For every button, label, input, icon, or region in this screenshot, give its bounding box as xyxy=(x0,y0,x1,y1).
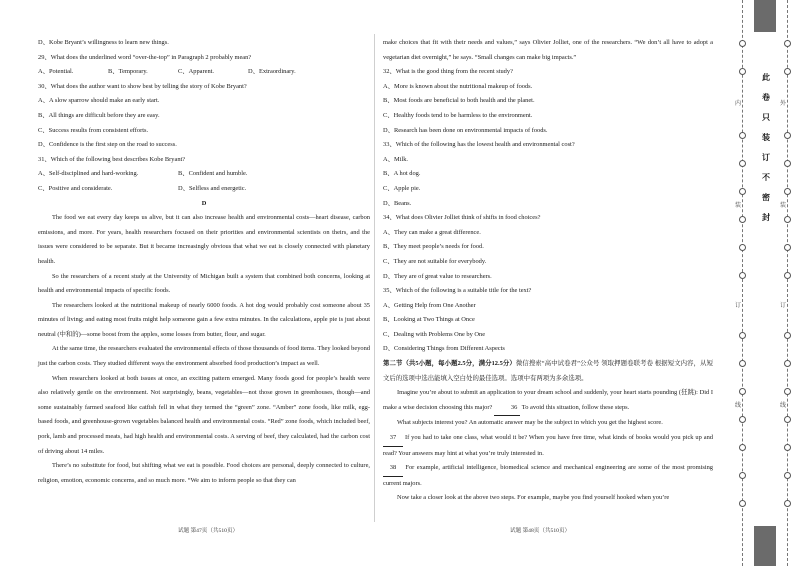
seal-notice-char: 订 xyxy=(762,153,770,162)
answer-blank: 36 xyxy=(494,401,520,417)
paragraph: So the researchers of a recent study at the University of Michigan built a system that combined both concerns, looking at health and environmental impacts of specific foods. xyxy=(38,272,370,295)
binding-hole xyxy=(739,272,746,279)
text: If you had to take one class, what would it be? When you have free time, what kinds of books would you pick up and read? Your answers may hint at what you’re truly interested in. xyxy=(383,434,713,457)
text-line: make choices that fit with their needs and values,” says Olivier Jolliet, one of the researchers. “We don’t all have to adopt a vegetarian diet overnight,” he says. “Small changes can make big impacts.” xyxy=(383,39,713,61)
text-line: 31、Which of the following best describes Kobe Bryant? xyxy=(38,155,186,163)
option: C、Apparent. xyxy=(178,68,215,76)
text-line: B、Looking at Two Things at Once xyxy=(383,316,475,324)
binding-hole xyxy=(784,332,791,339)
top-gray-bar xyxy=(754,0,776,32)
text-line: A、A slow sparrow should make an early start. xyxy=(38,97,160,105)
answer-blank: 38 xyxy=(383,461,403,477)
right-column xyxy=(383,36,713,506)
text-line: 29、What does the underlined word “over-the-top” in Paragraph 2 probably mean? xyxy=(38,53,252,61)
seal-notice-char: 不 xyxy=(762,173,770,182)
text-line: C、Success results from consistent efforts. xyxy=(38,126,149,134)
text-line: C、Apple pie. xyxy=(383,184,421,192)
binding-hole xyxy=(739,160,746,167)
option: A、Self-disciplined and hard-working. xyxy=(38,170,139,178)
outer-binding-label: 订 xyxy=(780,302,787,309)
text: To avoid this situation, follow these steps. xyxy=(520,403,630,411)
inner-binding-label: 装 xyxy=(735,202,742,209)
left-column xyxy=(38,36,370,488)
seal-notice-char: 只 xyxy=(762,113,770,122)
option: B、Confident and humble. xyxy=(178,170,248,178)
binding-hole xyxy=(739,472,746,479)
outer-binding-label: 外 xyxy=(780,100,787,107)
text-line: 35、Which of the following is a suitable title for the text? xyxy=(383,287,532,295)
outer-dashed-line xyxy=(787,0,788,566)
page-footer-left: 试题 第47页（共510页） xyxy=(178,528,239,534)
text-line: 33、Which of the following has the lowest health and environmental cost? xyxy=(383,141,575,149)
paragraph: The food we eat every day keeps us alive, but it can also increase health and environmental costs—heart disease, carbon emissions, and more. For years, health researchers focused on their priorities and environmental scientists on theirs, and the issues were considered to be separate. But it became increasingly obvious that what we eat is closely connected with planetary health. xyxy=(38,214,370,265)
binding-hole xyxy=(784,244,791,251)
text-line: A、They can make a great difference. xyxy=(383,228,481,236)
outer-binding-label: 线 xyxy=(780,402,787,409)
binding-hole xyxy=(739,416,746,423)
seal-notice-char: 封 xyxy=(762,213,770,222)
seal-notice-char: 此 xyxy=(762,73,770,82)
binding-hole xyxy=(739,188,746,195)
text-line: D、Research has been done on environmental impacts of foods. xyxy=(383,126,548,134)
paragraph: When researchers looked at both issues at once, an exciting pattern emerged. Many foods good for people’s health were also relatively gentle on the environment. Not surprisingly, beans, vegetables—not those grown in greenhouses, though—and some sustainably farmed seafood like catfish fell in what they termed the “green” zone. “Amber” zone foods, like milk, egg-based foods, and greenhouse-grown vegetables balanced health and environmental costs. “Red” zone foods, which included beef, pork, lamb and processed meats, had high health and environmental costs. A serving of beef, they calculated, had the carbon cost of driving about 14 miles. xyxy=(38,374,370,455)
binding-hole xyxy=(739,132,746,139)
paragraph xyxy=(383,431,713,461)
section-heading: 第二节（共5小题，每小题2.5分，满分12.5分） xyxy=(383,360,516,368)
bottom-gray-bar xyxy=(754,526,776,566)
binding-hole xyxy=(739,500,746,507)
binding-hole xyxy=(784,272,791,279)
binding-hole xyxy=(784,500,791,507)
paragraph: There’s no substitute for food, but shifting what we eat is possible. Food choices are personal, deeply connected to culture, religion, emotion, economic concerns, and so much more. “We aim to inform people so that they can xyxy=(38,462,370,484)
binding-hole xyxy=(784,388,791,395)
binding-hole xyxy=(784,444,791,451)
text-line: C、Healthy foods tend to be harmless to the environment. xyxy=(383,111,533,119)
binding-hole xyxy=(784,416,791,423)
paragraph xyxy=(383,386,713,416)
binding-hole xyxy=(784,40,791,47)
option: D、Extraordinary. xyxy=(248,68,296,76)
text-line: B、Most foods are beneficial to both health and the planet. xyxy=(383,97,535,105)
text-line: C、They are not suitable for everybody. xyxy=(383,257,487,265)
seal-notice-char: 密 xyxy=(762,193,770,202)
inner-binding-label: 订 xyxy=(735,302,742,309)
text-line: D、Kobe Bryant’s willingness to learn new things. xyxy=(38,39,169,46)
text-line: D、Confidence is the first step on the road to success. xyxy=(38,141,177,149)
option: D、Selfless and energetic. xyxy=(178,184,247,192)
paragraph: The researchers looked at the nutritional makeup of nearly 6000 foods. A hot dog would probably cost someone about 35 minutes of living; and eating most fruits might help someone gain a few extra minutes. In the calculations, apple pie is just about neutral (中和的)—some boost from the apples, some losses from butter, flour, and sugar. xyxy=(38,301,370,338)
text-line: A、More is known about the nutritional makeup of foods. xyxy=(383,82,533,90)
answer-blank: 37 xyxy=(383,431,403,447)
binding-hole xyxy=(739,40,746,47)
binding-hole xyxy=(784,472,791,479)
option-row xyxy=(38,65,370,80)
text-line: 32、What is the good thing from the recent study? xyxy=(383,68,513,76)
text-line: B、All things are difficult before they are easy. xyxy=(38,111,160,119)
binding-hole xyxy=(739,360,746,367)
binding-hole xyxy=(739,216,746,223)
seal-notice-char: 卷 xyxy=(762,93,770,102)
binding-hole xyxy=(784,132,791,139)
option: B、Temporary. xyxy=(108,68,148,76)
section-note: 微信搜索“高中试卷君”公众号 领取押题卷联考卷 根据短文内容，从短文后的选项中选出能填入空白处的最佳选项。选项中有两项为多余选项。 xyxy=(383,360,713,382)
paragraph xyxy=(383,461,713,491)
binding-hole xyxy=(739,444,746,451)
option: C、Positive and considerate. xyxy=(38,184,113,192)
text-line: B、A hot dog. xyxy=(383,170,421,178)
text-line: D、They are of great value to researchers. xyxy=(383,272,492,280)
outer-binding-label: 装 xyxy=(780,202,787,209)
binding-hole xyxy=(784,68,791,75)
inner-dashed-line xyxy=(742,0,743,566)
text-line: C、Dealing with Problems One by One xyxy=(383,330,486,338)
text-line: D、Beans. xyxy=(383,199,412,207)
inner-binding-label: 内 xyxy=(735,100,742,107)
text-line: B、They meet people’s needs for food. xyxy=(383,243,484,251)
text-line: A、Milk. xyxy=(383,155,409,163)
text-line: 30、What does the author want to show best by telling the story of Kobe Bryant? xyxy=(38,82,247,90)
binding-hole xyxy=(784,188,791,195)
page-footer-right: 试题 第48页（共510页） xyxy=(510,528,571,534)
binding-hole xyxy=(784,216,791,223)
paragraph: At the same time, the researchers evaluated the environmental effects of those thousands of food items. They looked beyond just the carbon costs. They studied different ways the environment absorbed food production’s impact as well. xyxy=(38,345,370,368)
option-row xyxy=(38,167,370,182)
binding-hole xyxy=(739,68,746,75)
paragraph: What subjects interest you? An automatic answer may be the subject in which you get the highest score. xyxy=(397,419,663,427)
binding-hole xyxy=(739,332,746,339)
seal-notice-char: 装 xyxy=(762,133,770,142)
binding-hole xyxy=(784,160,791,167)
option-row xyxy=(38,182,370,197)
section-instruction xyxy=(383,357,713,386)
option: A、Potential. xyxy=(38,68,74,76)
inner-binding-label: 线 xyxy=(735,402,742,409)
text: For example, artificial intelligence, biomedical science and mechanical engineering are some of the most promising current majors. xyxy=(383,464,713,487)
text-line: D、Considering Things from Different Aspects xyxy=(383,345,505,353)
column-divider xyxy=(374,34,375,522)
text-line: 34、What does Olivier Jolliet think of shifts in food choices? xyxy=(383,214,541,222)
binding-hole xyxy=(739,244,746,251)
text-line: A、Getting Help from One Another xyxy=(383,301,476,309)
binding-hole xyxy=(784,360,791,367)
binding-hole xyxy=(739,388,746,395)
passage-label: D xyxy=(201,199,207,207)
paragraph: Now take a closer look at the above two steps. For example, maybe you find yourself hooked when you’re xyxy=(397,494,670,502)
text: Imagine you’re about to submit an application to your dream school and suddenly, your heart starts pounding (狂跳): Did I make a wise decision choosing this major? xyxy=(383,389,713,411)
